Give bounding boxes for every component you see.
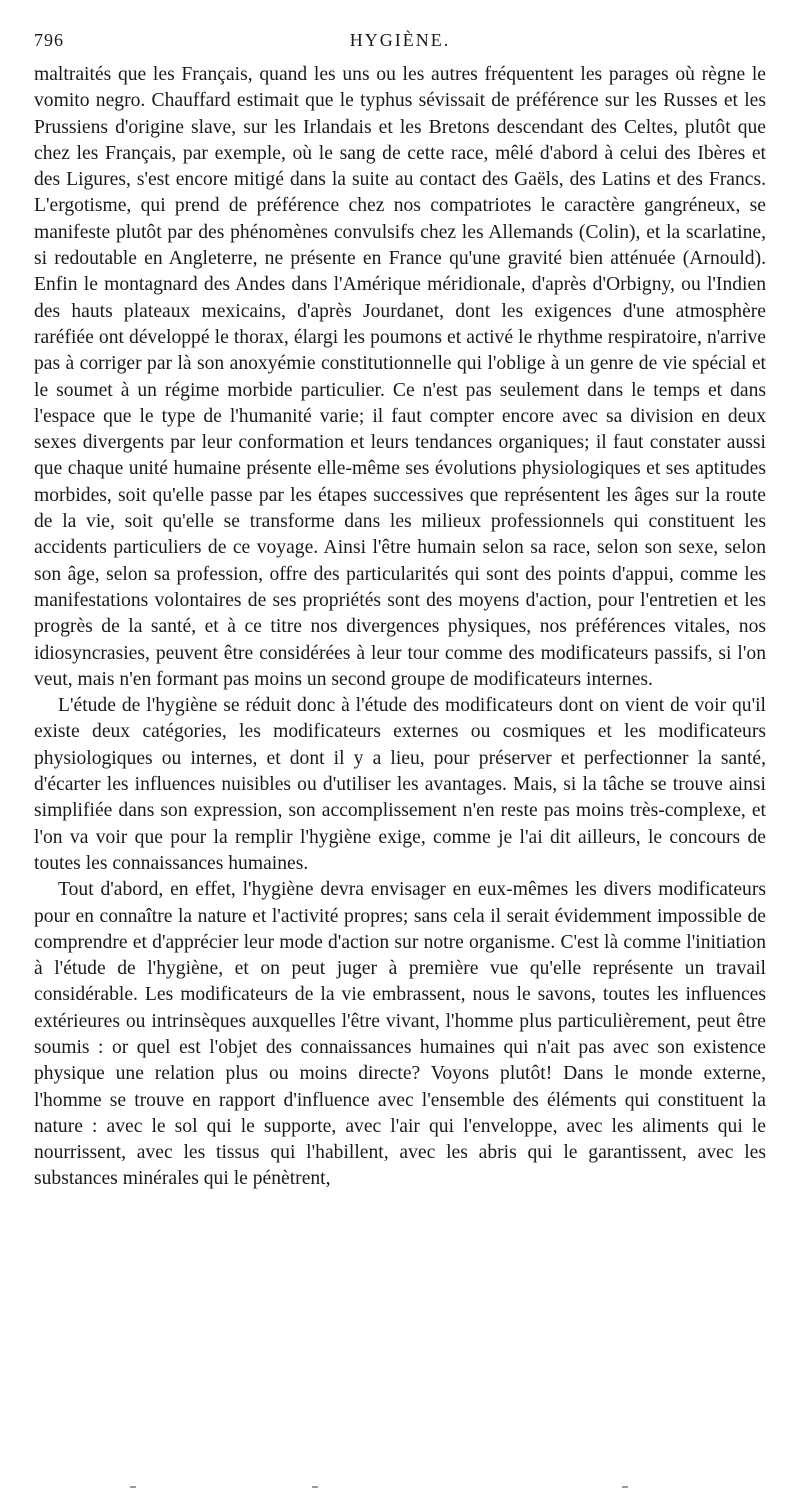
body-text: [34, 62, 766, 1193]
paragraph-continued: maltraités que les Français, quand les uns ou les autres fréquentent les parages où règne le vomito negro. Chauffard estimait que le typhus sévissait de préférence sur les Russes et les Prussiens d'origine slave, sur les Irlandais et les Bretons descendant des Celtes, plutôt que chez les Français, par exemple, où le sang de cette race, mêlé d'abord à celui des Ibères et des Ligures, s'est encore mitigé dans la suite au contact des Gaëls, des Latins et des Francs. L'ergotisme, qui prend de préférence chez nos compatriotes le caractère gangréneux, se manifeste plutôt par des phénomènes convulsifs chez les Allemands (Colin), et la scarlatine, si redoutable en Angleterre, ne présente en France qu'une gravité bien atténuée (Arnould). Enfin le montagnard des Andes dans l'Amérique méridionale, d'après d'Orbigny, ou l'Indien des hauts plateaux mexicains, d'après Jourdanet, dont les exigences d'une atmosphère raréfiée ont développé le thorax, élargi les poumons et activé le rhythme respiratoire, n'arrive pas à corriger par là son anoxyémie constitutionnelle qui l'oblige à un genre de vie spécial et le soumet à un régime morbide particulier. Ce n'est pas seulement dans le temps et dans l'espace que le type de l'humanité varie; il faut compter encore avec sa division en deux sexes divergents par leur conformation et leurs tendances organiques; il faut constater aussi que chaque unité humaine présente elle-même ses évolutions physiologiques et ses aptitudes morbides, soit qu'elle passe par les étapes successives que représentent les âges sur la route de la vie, soit qu'elle se transforme dans les milieux professionnels qui constituent les accidents particuliers de ce voyage. Ainsi l'être humain selon sa race, selon son sexe, selon son âge, selon sa profession, offre des particularités qui sont des points d'appui, comme les manifestations volontaires de ses propriétés sont des moyens d'action, pour l'entretien et les progrès de la santé, et à ce titre nos divergences physiques, nos préférences vitales, nos idiosyncrasies, peuvent être considérées à leur tour comme des modificateurs passifs, si l'on veut, mais n'en formant pas moins un second groupe de modificateurs internes.: [34, 64, 766, 690]
scan-mark: [622, 1486, 628, 1488]
scan-mark: [130, 1486, 136, 1488]
paragraph: Tout d'abord, en effet, l'hygiène devra envisager en eux-mêmes les divers modificateurs pour en connaître la nature et l'activité propres; sans cela il serait évidemment impossible de comprendre et d'apprécier leur mode d'action sur notre organisme. C'est là comme l'initiation à l'étude de l'hygiène, et on peut juger à première vue qu'elle représente un travail considérable. Les modificateurs de la vie embrassent, nous le savons, toutes les influences extérieures ou intrinsèques auxquelles l'être vivant, l'homme plus particulièrement, peut être soumis : or quel est l'objet des connaissances humaines qui n'ait pas avec son existence physique une relation plus ou moins directe? Voyons plutôt! Dans le monde externe, l'homme se trouve en rapport d'influence avec l'ensemble des éléments qui constituent la nature : avec le sol qui le supporte, avec l'air qui l'enveloppe, avec les aliments qui le nourrissent, avec les tissus qui l'habillent, avec les abris qui le garantissent, avec les substances minérales qui le pénètrent,: [34, 879, 766, 1190]
running-title: HYGIÈNE.: [349, 30, 451, 50]
paragraph: L'étude de l'hygiène se réduit donc à l'étude des modificateurs dont on vient de voir qu'il existe deux catégories, les modificateurs externes ou cosmiques et les modificateurs physiologiques ou internes, et dont il y a lieu, pour préserver et perfectionner la santé, d'écarter les influences nuisibles ou d'utiliser les avantages. Mais, si la tâche se trouve ainsi simplifiée dans son expression, son accomplissement n'en reste pas moins très-complexe, et l'on va voir que pour la remplir l'hygiène exige, comme je l'ai dit ailleurs, le concours de toutes les connaissances humaines.: [34, 695, 766, 874]
running-head: [34, 30, 766, 56]
book-page: [34, 30, 766, 1193]
page-number: 796: [34, 30, 64, 50]
scan-artifacts: [0, 1486, 800, 1496]
scan-mark: [312, 1486, 318, 1488]
